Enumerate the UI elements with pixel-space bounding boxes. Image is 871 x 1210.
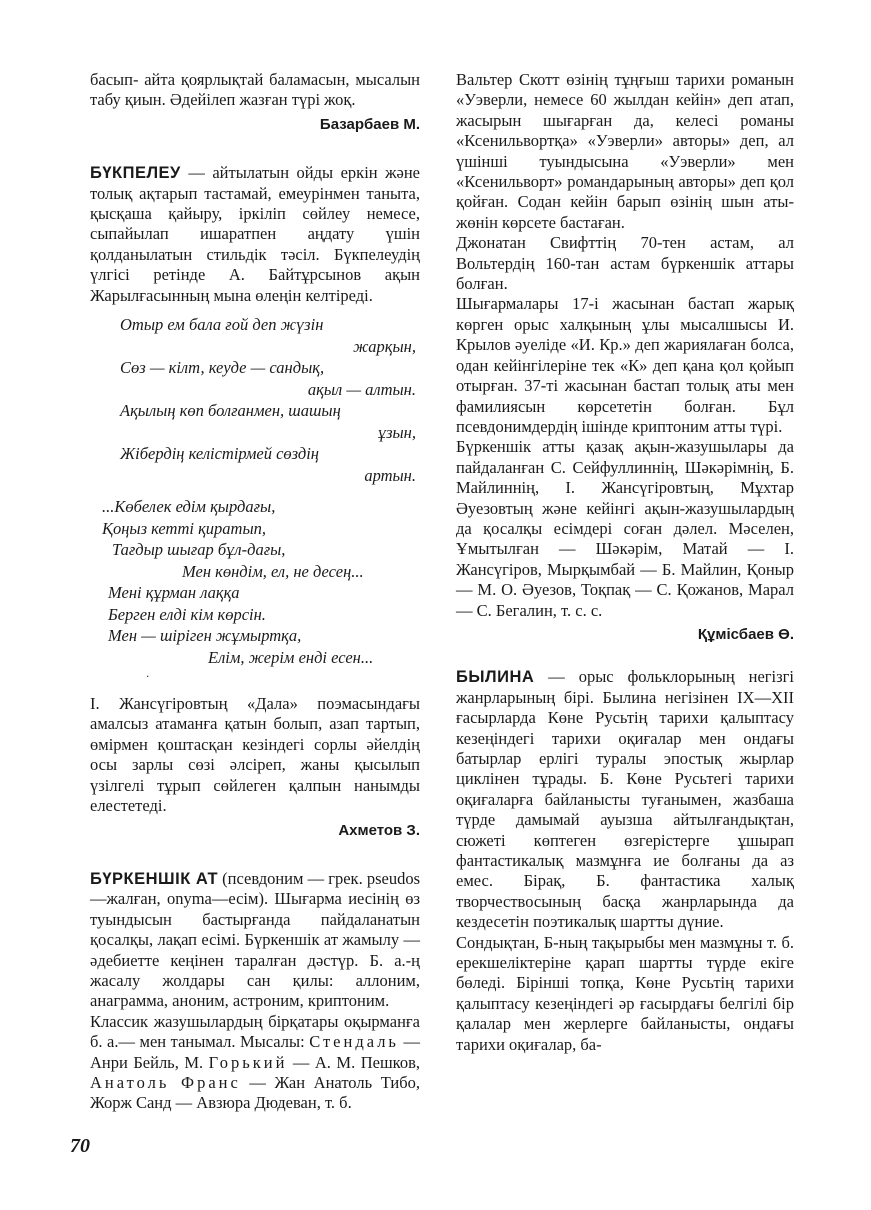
intro-continuation: басып- айта қоярлықтай баламасын, мысалын табу қиын. Әдейілеп жазған түрі жоқ.: [90, 70, 420, 110]
entry-burkenshik-at: [90, 869, 420, 1012]
entry-bukpeleu: [90, 163, 420, 306]
entry-bylina: [456, 667, 794, 932]
left-column: [90, 70, 420, 1114]
entry-text: — орыс фольклорының негізгі жанрларының бірі. Былина негізінен IX—XII ғасырларда Көне Русьтің тарихи қалыптасу кезеңіндегі тарихи оқиғалар мен ондағы батырлар ерлігі туралы эпостық жырлар циклінен тұрады. Б. Көне Русьтегі тарихи оқиғаларға байланысты туғанымен, жазбаша түрде дамымай ауызша айтылғандықтан, сюжеті көптеген өзгерістерге ұшырап фантастикалық мазмұнға ие болғаны да аз емес. Бірақ, Б. фантастика халық творчествосының басқа жанрларында да кездесетін поэтикалық шартты дүние.: [456, 667, 794, 932]
poem-line: Отыр ем бала ғой деп жүзін: [120, 315, 324, 335]
poem-line: Ақылың көп болғанмен, шашың: [120, 401, 341, 421]
pseudonym-anatole-france: Анатоль Франс: [90, 1072, 241, 1092]
entry-text: — айтылатын ойды еркін және толық ақтарып тастамай, емеурінмен таныта, қысқаша қайыру, іркіліп сөйлеу немесе, сыпайылап ишаратпен аңдату үшін қолданылатын стильдік тәсіл. Бүкпелеудің үлгісі ретінде А. Байтұрсынов ақын Жарылғасынның мына өлеңін келтіреді.: [90, 163, 420, 305]
entry-term: БҮКПЕЛЕУ: [90, 164, 181, 183]
poem-line: артын.: [364, 465, 416, 485]
real-name-stendhal: — Анри Бейль, М.: [90, 1032, 420, 1072]
poem-block: [90, 314, 420, 684]
classic-tail: Жорж Санд — Авзюра Дюдеван, т. б.: [90, 1093, 352, 1113]
poem-line: жарқын,: [353, 336, 416, 356]
poem-line: ақыл — алтын.: [307, 379, 416, 399]
author-signature: Базарбаев М.: [319, 115, 420, 133]
entry-text: (псевдоним — грек. pseudos—жалған, onyma—есім). Шығарма иесінің өз туындысын бастырғанда пайдаланатын қосалқы, лақап есімі. Бүркеншік ат жамылу — әдебиетте кеңінен таралған дәстүр. Б. а.-ң жасалу жолдары сан қилы: аллоним, анаграмма, аноним, астроним, криптоним.: [90, 868, 420, 1011]
poem-line: Сөз — кілт, кеуде — сандық,: [120, 358, 325, 378]
kazakh-pseudonyms-paragraph: Бүркеншік атты қазақ ақын-жазушылары да пайдаланған С. Сейфуллиннің, Шәкәрімнің, Б. Майлиннің, І. Жансүгіровтың, Мұхтар Әуезовтың және кейінгі ақын-жазушылардың да қосалқы есімдері соған дәлел. Мәселен, Ұмытылған — Шәкәрім, Матай — І. Жансүгіров, Мырқымбай — Б. Майлин, Қоныр — М. О. Әуезов, Тоқпақ — С. Қожанов, Марал — С. Бегалин, т. с. с.: [456, 437, 794, 620]
real-name-gorky: — А. М. Пешков,: [287, 1052, 420, 1072]
entry-term: БҮРКЕНШІК АТ: [90, 869, 219, 888]
classic-intro: Классик жазушылардың бірқатары оқырманға б. а.— мен танымал. Мысалы:: [90, 1011, 420, 1052]
sondyqtan-paragraph: Сондықтан, Б-ның тақырыбы мен мазмұны т. б. ерекшеліктеріне қарап шартты түрде екіге бөледі. Бірінші топқа, Көне Русьтің тарихи қалыптасу кезеңіндегі әр ғасырдағы белгілі бір қалалар мен жерлерге байланысты, ондағы тарихи оқиғалар, ба-: [456, 932, 794, 1054]
author-signature: Ахметов З.: [338, 821, 420, 839]
poem-line: ұзын,: [377, 422, 416, 442]
classic-paragraph: [90, 1012, 420, 1114]
poem-line: Жібердің келістірмей сөздің: [120, 444, 319, 464]
right-column: [456, 70, 794, 1055]
poem-line: Қоңыз кетті қиратып,: [102, 518, 267, 538]
entry-term: БЫЛИНА: [456, 668, 535, 687]
real-name-anatole-france: — Жан Анатоль Тибо,: [240, 1072, 420, 1092]
poem-line: Берген елді кім көрсін.: [108, 604, 266, 624]
poem-separator-dot: ·: [146, 669, 149, 684]
scott-paragraph: Вальтер Скотт өзінің тұңғыш тарихи романын «Уэверли, немесе 60 жылдан кейін» деп атап, жасырын шығарған да, келесі романы «Ксенильвортқа» «Уэверли» авторы» деп, ал үшінші туындысына «Уэверли» мен «Ксенильворт» романдарының авторы» деп қол қойған. Содан кейін барып өзінің шын аты-жөнін көрсете бастаған.: [456, 70, 794, 232]
swift-paragraph: Джонатан Свифттің 70-тен астам, ал Вольтердің 160-тан астам бүркеншік аттары болған.: [456, 233, 794, 294]
pseudonym-stendhal: Стендаль: [309, 1032, 399, 1052]
poem-line: Мен көндім, ел, не десең...: [182, 561, 364, 581]
krylov-paragraph: Шығармалары 17-і жасынан бастап жарық көрген орыс халқының ұлы мысалшысы И. Крылов әуеліде «И. Кр.» деп жариялаған болса, одан кейінгілеріне тек «К» деп қана қол қойып отырған. 37-ті жасынан бастап толық аты мен фамилиясын көрсететін болған. Бұл псевдонимдердің ішінде криптоним атты түрі.: [456, 294, 794, 436]
poem-line: Мен — шіріген жұмыртқа,: [108, 626, 302, 646]
poem-line: ...Көбелек едім қырдағы,: [102, 497, 276, 517]
pseudonym-gorky: Горький: [208, 1052, 288, 1072]
poem-line: Тағдыр шығар бұл-дағы,: [112, 540, 286, 560]
poem-line: Мені құрман лаққа: [108, 583, 240, 603]
page-number: 70: [70, 1135, 90, 1157]
author-signature: Құмісбаев Ө.: [697, 625, 794, 643]
dala-paragraph: І. Жансүгіровтың «Дала» поэмасындағы амалсыз атаманға қатын болып, азап тартып, өмірмен қоштасқан кезіндегі сорлы әйелдің осы зарлы сөзі әлсіреп, жаны қысылып үзілгелі тұрып сөйлеген қалпын нанымды елестетеді.: [90, 694, 420, 816]
poem-line: Елім, жерім енді есен...: [208, 647, 374, 667]
